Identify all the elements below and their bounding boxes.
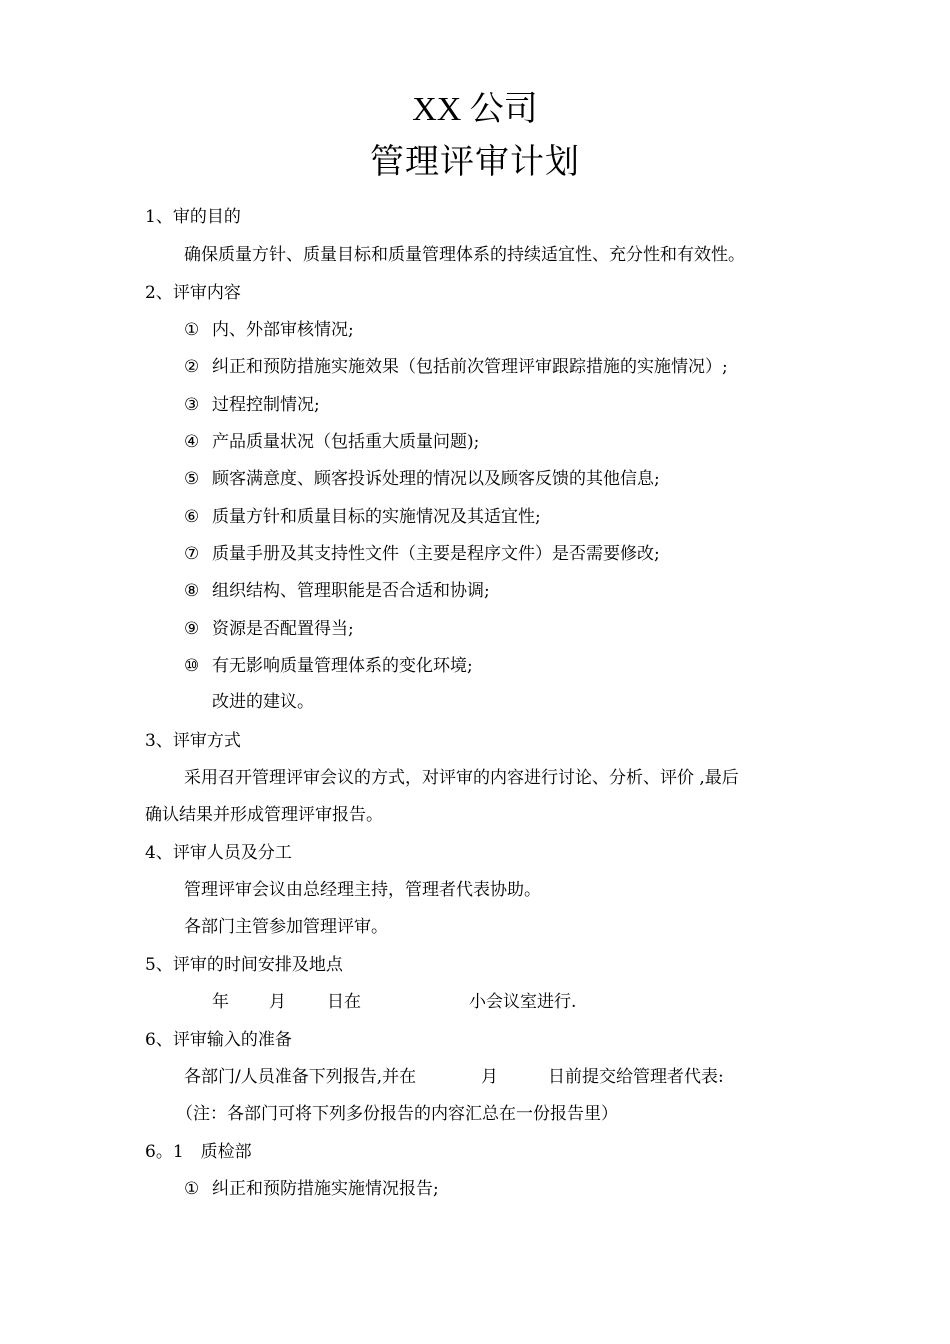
section-6-note: （注：各部门可将下列多份报告的内容汇总在一份报告里） (176, 1104, 618, 1124)
item-number: ⑨ (184, 619, 200, 639)
review-item (184, 467, 660, 491)
section-3-line-2: 确认结果并形成管理评审报告。 (145, 805, 383, 825)
schedule-place: 小会议室进行. (469, 992, 577, 1012)
schedule-day: 日在 (327, 992, 361, 1012)
item-text: 产品质量状况（包括重大质量问题); (212, 432, 480, 452)
item-number: ② (184, 357, 200, 377)
section-6-1-heading: 6。1 质检部 (145, 1142, 252, 1162)
item-text: 资源是否配置得当; (212, 619, 354, 639)
review-item (184, 355, 728, 379)
schedule-month: 月 (269, 992, 286, 1012)
review-item (184, 318, 354, 342)
section-3-line-1: 采用召开管理评审会议的方式，对评审的内容进行讨论、分析、评价 ,最后 (184, 768, 739, 788)
section-6-line-1b: 月 (481, 1067, 498, 1087)
item-text: 质量手册及其支持性文件（主要是程序文件）是否需要修改; (212, 544, 660, 564)
item-text: 质量方针和质量目标的实施情况及其适宜性; (212, 507, 541, 527)
review-item (184, 542, 660, 566)
review-item (184, 617, 354, 641)
item-number: ⑩ (184, 656, 200, 676)
section-3-heading: 3、评审方式 (145, 731, 241, 751)
review-item-extra: 改进的建议。 (212, 692, 314, 712)
review-item (184, 505, 541, 529)
item-number: ⑥ (184, 507, 200, 527)
section-4-line-1: 管理评审会议由总经理主持，管理者代表协助。 (184, 880, 541, 900)
section-6-heading: 6、评审输入的准备 (145, 1030, 292, 1050)
company-title: XX 公司 (412, 91, 538, 128)
section-6-line-1c: 日前提交给管理者代表: (548, 1067, 724, 1087)
item-text: 内、外部审核情况; (212, 320, 354, 340)
section-6-line-1a: 各部门/人员准备下列报告,并在 (184, 1067, 417, 1087)
item-number: ① (184, 1179, 200, 1199)
review-item (184, 579, 490, 603)
item-text: 过程控制情况; (212, 395, 320, 415)
item-text: 组织结构、管理职能是否合适和协调; (212, 581, 490, 601)
section-1-heading: 1、审的目的 (145, 207, 241, 227)
item-number: ① (184, 320, 200, 340)
section-5-heading: 5、评审的时间安排及地点 (145, 955, 343, 975)
item-number: ⑧ (184, 581, 200, 601)
item-number: ⑤ (184, 469, 200, 489)
schedule-year: 年 (212, 992, 229, 1012)
review-item (184, 393, 320, 417)
section-2-heading: 2、评审内容 (145, 283, 241, 303)
review-item (184, 430, 479, 454)
item-number: ⑦ (184, 544, 200, 564)
item-text: 有无影响质量管理体系的变化环境; (212, 656, 473, 676)
item-text: 顾客满意度、顾客投诉处理的情况以及顾客反馈的其他信息; (212, 469, 660, 489)
review-item (184, 654, 473, 678)
item-text: 纠正和预防措施实施效果（包括前次管理评审跟踪措施的实施情况）; (212, 357, 728, 377)
plan-title: 管理评审计划 (370, 142, 580, 182)
report-item (184, 1177, 439, 1201)
item-number: ④ (184, 432, 200, 452)
section-1-body: 确保质量方针、质量目标和质量管理体系的持续适宜性、充分性和有效性。 (184, 245, 745, 265)
item-number: ③ (184, 395, 200, 415)
section-4-line-2: 各部门主管参加管理评审。 (184, 917, 388, 937)
section-4-heading: 4、评审人员及分工 (145, 843, 292, 863)
item-text: 纠正和预防措施实施情况报告; (212, 1179, 439, 1199)
